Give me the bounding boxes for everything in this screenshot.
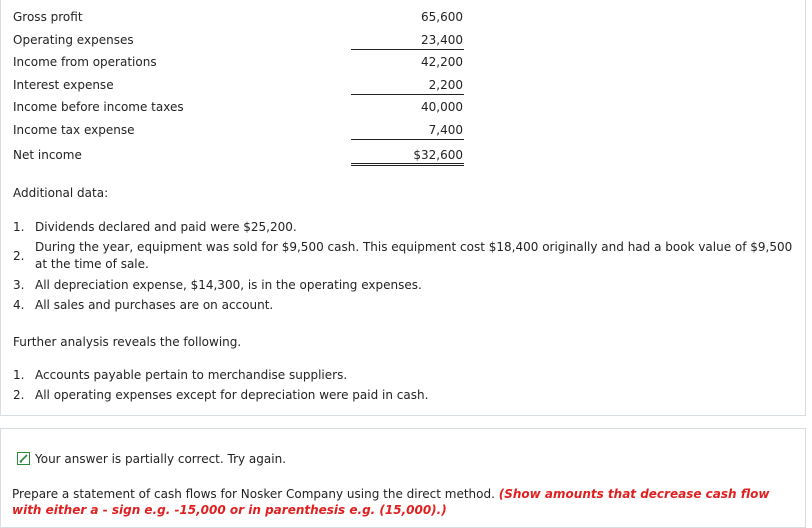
double-underline-rule xyxy=(351,163,464,166)
list-item: Dividends declared and paid were $25,200. xyxy=(35,220,297,234)
row-value: 65,600 xyxy=(421,10,463,24)
instruction-hint: (Show amounts that decrease cash flow xyxy=(498,487,770,501)
list-number: 3. xyxy=(13,278,25,292)
additional-data-heading: Additional data: xyxy=(13,186,109,200)
instruction-line-1 xyxy=(12,487,770,501)
pencil-check-icon xyxy=(17,452,30,465)
row-label: Income before income taxes xyxy=(13,100,184,114)
row-label: Interest expense xyxy=(13,78,114,92)
list-number: 2. xyxy=(13,249,25,263)
underline-rule xyxy=(351,94,464,95)
instruction-hint-continued: with either a - sign e.g. -15,000 or in parenthesis e.g. (15,000).) xyxy=(12,503,447,517)
row-income-from-operations xyxy=(1,53,471,73)
row-value: $32,600 xyxy=(413,148,463,162)
answer-status-text: Your answer is partially correct. Try again. xyxy=(35,452,287,466)
row-gross-profit xyxy=(1,8,471,28)
row-value: 40,000 xyxy=(421,100,463,114)
underline-rule xyxy=(351,49,464,50)
row-income-tax-expense xyxy=(1,121,471,141)
row-label: Income tax expense xyxy=(13,123,135,137)
list-item: During the year, equipment was sold for $9,500 cash. This equipment cost $18,400 originally and had a book value of $9,500 xyxy=(35,240,793,254)
list-item: All depreciation expense, $14,300, is in the operating expenses. xyxy=(35,278,422,292)
row-value: 2,200 xyxy=(428,78,463,92)
row-label: Gross profit xyxy=(13,10,83,24)
row-label: Operating expenses xyxy=(13,33,134,47)
row-income-before-taxes xyxy=(1,98,471,118)
instruction-text: Prepare a statement of cash flows for Nosker Company using the direct method. xyxy=(12,487,495,501)
row-value: 23,400 xyxy=(421,33,463,47)
list-number: 1. xyxy=(13,220,25,234)
further-analysis-heading: Further analysis reveals the following. xyxy=(13,335,242,349)
row-value: 42,200 xyxy=(421,55,463,69)
list-number: 2. xyxy=(13,388,25,402)
list-item: Accounts payable pertain to merchandise suppliers. xyxy=(35,368,348,382)
list-item: All sales and purchases are on account. xyxy=(35,298,274,312)
row-label: Net income xyxy=(13,148,82,162)
row-operating-expenses xyxy=(1,31,471,51)
row-value: 7,400 xyxy=(428,123,463,137)
list-item: All operating expenses except for depreciation were paid in cash. xyxy=(35,388,429,402)
row-label: Income from operations xyxy=(13,55,157,69)
list-number: 1. xyxy=(13,368,25,382)
list-number: 4. xyxy=(13,298,25,312)
row-interest-expense xyxy=(1,76,471,96)
underline-rule xyxy=(351,139,464,140)
list-item-continued: at the time of sale. xyxy=(35,257,149,271)
